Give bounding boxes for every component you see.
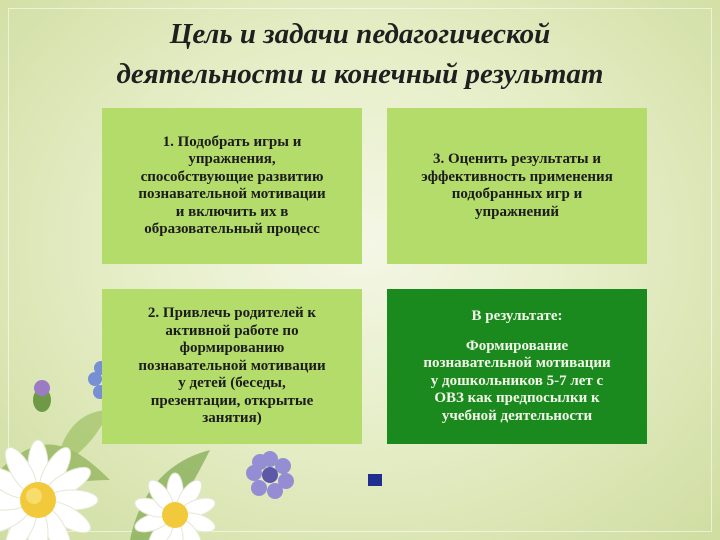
result-line: ОВЗ как предпосылки к bbox=[434, 390, 600, 406]
task-2-line: активной работе по bbox=[165, 322, 299, 339]
result-line: Формирование bbox=[465, 337, 569, 354]
bud bbox=[33, 380, 51, 412]
task-1-line: и включить их в bbox=[175, 203, 289, 220]
task-box-3 bbox=[387, 108, 647, 264]
daisy-small bbox=[133, 473, 218, 540]
result-line: у дошкольников 5-7 лет с bbox=[430, 372, 604, 389]
result-line: познавательной мотивации bbox=[423, 355, 611, 371]
title-line-2: деятельности и конечный результат bbox=[116, 58, 604, 90]
task-2-line: занятия) bbox=[202, 410, 262, 427]
task-3-line: эффективность применения bbox=[421, 168, 613, 185]
task-2-line: познавательной мотивации bbox=[138, 357, 326, 374]
task-1-line: познавательной мотивации bbox=[138, 186, 326, 202]
task-2-line: презентации, открытые bbox=[150, 392, 314, 409]
task-3-line: упражнений bbox=[474, 203, 560, 220]
result-heading: В результате: bbox=[471, 308, 563, 324]
task-2-line: 2. Привлечь родителей к bbox=[147, 305, 317, 322]
task-3-line: 3. Оценить результаты и bbox=[432, 151, 602, 167]
task-2-line: у детей (беседы, bbox=[178, 375, 286, 392]
task-1-line: упражнения, bbox=[188, 151, 276, 167]
slide-title bbox=[40, 14, 680, 94]
task-1-line: образовательный процесс bbox=[144, 221, 320, 237]
task-box-2 bbox=[102, 289, 362, 444]
task-1-line: 1. Подобрать игры и bbox=[162, 133, 302, 150]
task-box-1 bbox=[102, 108, 362, 264]
result-box bbox=[387, 289, 647, 444]
result-line: учебной деятельности bbox=[441, 407, 593, 424]
task-1-line: способствующие развитию bbox=[140, 168, 324, 185]
cornflower-purple bbox=[246, 451, 294, 499]
title-line-1: Цель и задачи педагогической bbox=[169, 18, 551, 50]
square-bullet-icon bbox=[368, 474, 382, 486]
task-2-line: формированию bbox=[179, 340, 285, 357]
task-3-line: подобранных игр и bbox=[451, 186, 583, 202]
